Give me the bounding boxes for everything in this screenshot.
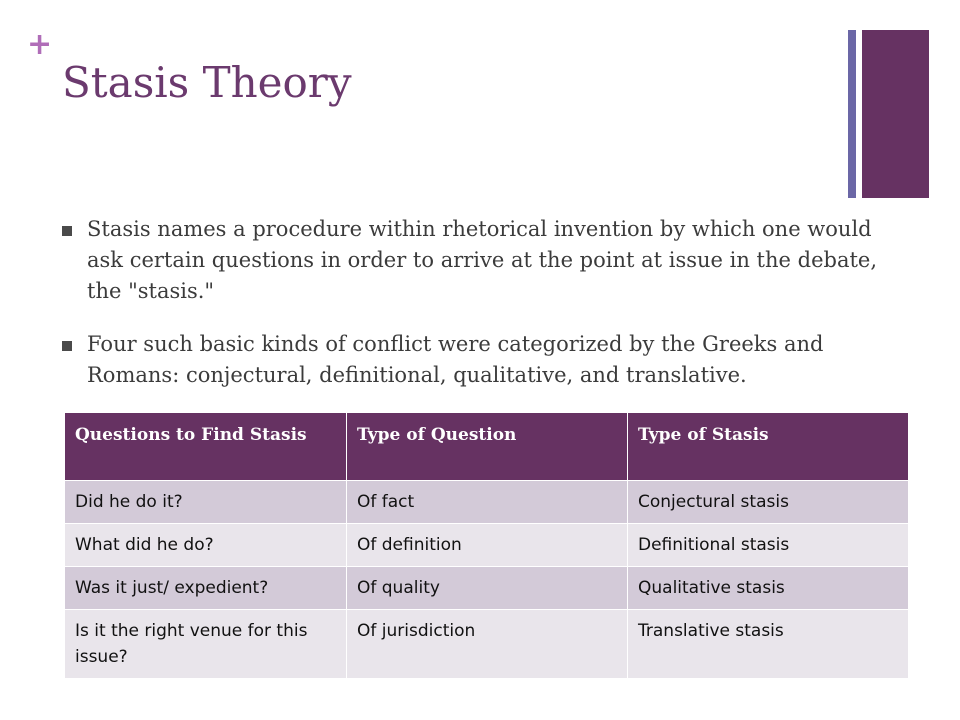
bullet-item [62, 214, 912, 307]
table-cell: Of definition [347, 524, 628, 567]
bullet-list [62, 214, 912, 413]
column-header: Type of Stasis [628, 413, 909, 481]
bullet-text: Stasis names a procedure within rhetorical invention by which one would ask certain questions in order to arrive at the point at issue in the debate, the "stasis." [87, 217, 878, 303]
accent-bar-thick [862, 30, 929, 198]
table-cell: Of fact [347, 481, 628, 524]
table-cell: Qualitative stasis [628, 567, 909, 610]
table-cell: Translative stasis [628, 610, 909, 679]
square-bullet-icon [62, 341, 72, 351]
table-cell: Of jurisdiction [347, 610, 628, 679]
table-cell: Is it the right venue for this issue? [65, 610, 347, 679]
slide-title: Stasis Theory [62, 58, 352, 107]
column-header: Questions to Find Stasis [65, 413, 347, 481]
plus-icon: + [27, 27, 53, 62]
table-cell: Was it just/ expedient? [65, 567, 347, 610]
table-row [65, 610, 909, 679]
table-cell: What did he do? [65, 524, 347, 567]
table-cell: Conjectural stasis [628, 481, 909, 524]
bullet-text: Four such basic kinds of conflict were categorized by the Greeks and Romans: conjectural, definitional, qualitative, and translative. [87, 332, 824, 387]
column-header: Type of Question [347, 413, 628, 481]
table-cell: Did he do it? [65, 481, 347, 524]
table-header-row [65, 413, 909, 481]
table-row [65, 567, 909, 610]
stasis-table [64, 412, 909, 679]
table-cell: Of quality [347, 567, 628, 610]
table-row [65, 524, 909, 567]
table-row [65, 481, 909, 524]
accent-bar-thin [848, 30, 856, 198]
square-bullet-icon [62, 226, 72, 236]
table-cell: Definitional stasis [628, 524, 909, 567]
bullet-item [62, 329, 912, 391]
